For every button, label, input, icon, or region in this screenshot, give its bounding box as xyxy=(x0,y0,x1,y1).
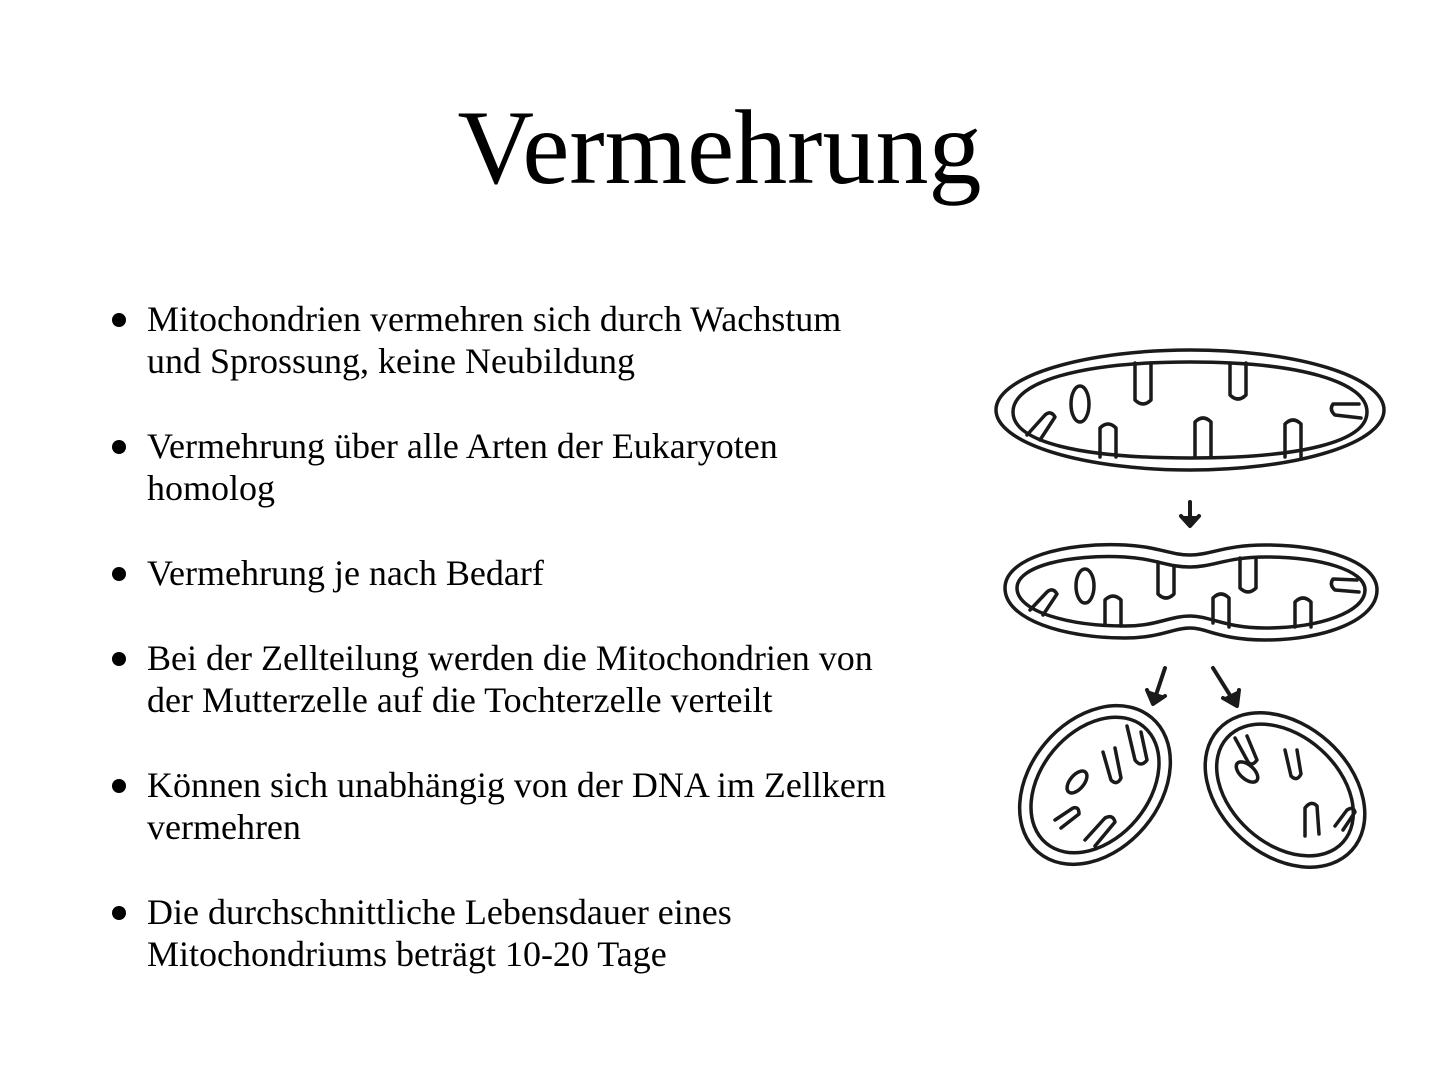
bullet-dot-icon xyxy=(112,652,126,666)
bullet-text-line: Die durchschnittliche Lebensdauer eines xyxy=(147,892,732,932)
bullet-text-line: und Sprossung, keine Neubildung xyxy=(147,341,635,381)
bullet-item xyxy=(112,552,942,594)
bullet-item xyxy=(112,298,942,382)
mitochondria-division-diagram xyxy=(985,340,1395,880)
bullet-text-line: Mitochondriums beträgt 10-20 Tage xyxy=(147,934,667,974)
bullet-dot-icon xyxy=(112,779,126,793)
mitochondrion-daughter-left-icon xyxy=(989,676,1202,880)
bullet-text-line: homolog xyxy=(147,468,276,508)
bullet-dot-icon xyxy=(112,440,126,454)
arrow-down-left-icon xyxy=(1147,668,1165,704)
bullet-list xyxy=(112,298,942,1018)
bullet-text-line: Mitochondrien vermehren sich durch Wachstum xyxy=(147,299,842,339)
bullet-dot-icon xyxy=(112,313,126,327)
bullet-dot-icon xyxy=(112,906,126,920)
bullet-text-line: Können sich unabhängig von der DNA im Zellkern xyxy=(147,765,886,805)
bullet-text-line: Vermehrung je nach Bedarf xyxy=(147,553,544,593)
mitochondrion-dividing-icon xyxy=(1005,545,1377,640)
bullet-text-line: Vermehrung über alle Arten der Eukaryoten xyxy=(147,426,778,466)
bullet-text-line: der Mutterzelle auf die Tochterzelle verteilt xyxy=(147,680,773,720)
bullet-item xyxy=(112,891,942,975)
mitochondrion-daughter-right-icon xyxy=(1175,681,1395,880)
bullet-text-line: Bei der Zellteilung werden die Mitochondrien von xyxy=(147,638,873,678)
mitochondrion-whole-icon xyxy=(996,350,1384,470)
slide-title: Vermehrung xyxy=(457,89,982,206)
bullet-item xyxy=(112,637,942,721)
bullet-text-line: vermehren xyxy=(147,807,301,847)
arrow-down-right-icon xyxy=(1213,668,1239,706)
bullet-dot-icon xyxy=(112,567,126,581)
bullet-item xyxy=(112,764,942,848)
bullet-item xyxy=(112,425,942,509)
arrow-down-icon xyxy=(1181,502,1199,526)
